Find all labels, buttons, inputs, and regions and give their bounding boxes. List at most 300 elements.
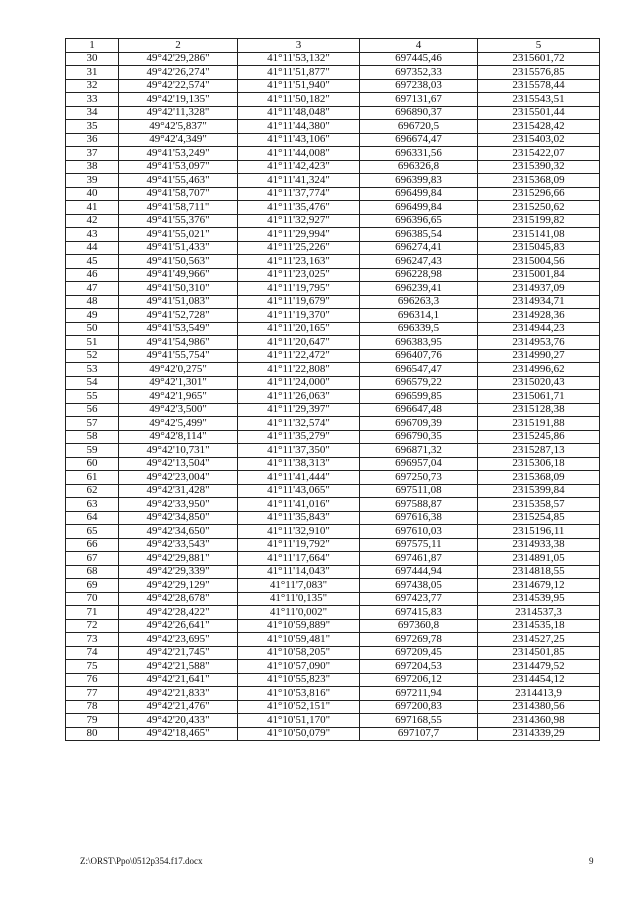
- table-cell: 696599,85: [360, 390, 478, 404]
- table-cell: 41°11'23,025": [238, 268, 360, 282]
- table-row: [66, 660, 600, 674]
- table-cell: 49°42'4,349": [119, 133, 238, 147]
- table-cell: 41°11'41,444": [238, 471, 360, 485]
- table-row: [66, 471, 600, 485]
- table-cell: 41°11'32,927": [238, 214, 360, 228]
- table-cell: 31: [66, 66, 119, 80]
- table-cell: 41°11'37,350": [238, 444, 360, 458]
- table-cell: 41°10'59,481": [238, 633, 360, 647]
- table-cell: 72: [66, 619, 119, 633]
- table-row: [66, 349, 600, 363]
- table-cell: 2314479,52: [478, 660, 600, 674]
- table-cell: 41°10'50,079": [238, 727, 360, 741]
- table-cell: 49°41'50,310": [119, 282, 238, 296]
- column-header-2: 2: [119, 39, 238, 53]
- table-cell: 2315403,02: [478, 133, 600, 147]
- table-cell: 49°42'34,650": [119, 525, 238, 539]
- table-cell: 49°42'19,135": [119, 93, 238, 107]
- table-row: [66, 457, 600, 471]
- table-cell: 2315428,42: [478, 120, 600, 134]
- table-cell: 37: [66, 147, 119, 161]
- table-cell: 41°11'51,940": [238, 79, 360, 93]
- table-cell: 697204,53: [360, 660, 478, 674]
- table-row: [66, 322, 600, 336]
- table-row: [66, 336, 600, 350]
- table-cell: 697238,03: [360, 79, 478, 93]
- table-cell: 697269,78: [360, 633, 478, 647]
- table-cell: 697352,33: [360, 66, 478, 80]
- table-cell: 48: [66, 295, 119, 309]
- table-cell: 696407,76: [360, 349, 478, 363]
- table-cell: 49°42'5,499": [119, 417, 238, 431]
- table-cell: 55: [66, 390, 119, 404]
- table-cell: 697444,94: [360, 565, 478, 579]
- table-cell: 49°41'58,711": [119, 201, 238, 215]
- table-cell: 41°10'52,151": [238, 700, 360, 714]
- table-cell: 49°42'1,301": [119, 376, 238, 390]
- table-cell: 2314944,23: [478, 322, 600, 336]
- table-cell: 696228,98: [360, 268, 478, 282]
- table-cell: 697610,03: [360, 525, 478, 539]
- table-cell: 696399,83: [360, 174, 478, 188]
- table-cell: 697200,83: [360, 700, 478, 714]
- table-cell: 697423,77: [360, 592, 478, 606]
- table-cell: 2314339,29: [478, 727, 600, 741]
- table-cell: 41°11'23,163": [238, 255, 360, 269]
- table-cell: 41°11'32,574": [238, 417, 360, 431]
- table-cell: 697209,45: [360, 646, 478, 660]
- table-cell: 36: [66, 133, 119, 147]
- table-cell: 41°11'44,380": [238, 120, 360, 134]
- table-cell: 50: [66, 322, 119, 336]
- table-cell: 47: [66, 282, 119, 296]
- table-row: [66, 714, 600, 728]
- table-row: [66, 592, 600, 606]
- table-row: [66, 633, 600, 647]
- table-cell: 49°42'31,428": [119, 484, 238, 498]
- table-cell: 41°11'35,843": [238, 511, 360, 525]
- table-cell: 49°42'28,678": [119, 592, 238, 606]
- table-cell: 696247,43: [360, 255, 478, 269]
- table-row: [66, 147, 600, 161]
- table-cell: 49°42'8,114": [119, 430, 238, 444]
- table-row: [66, 79, 600, 93]
- table-cell: 2315358,57: [478, 498, 600, 512]
- table-cell: 697461,87: [360, 552, 478, 566]
- table-cell: 696314,1: [360, 309, 478, 323]
- table-cell: 34: [66, 106, 119, 120]
- table-cell: 79: [66, 714, 119, 728]
- table-cell: 41°11'19,679": [238, 295, 360, 309]
- table-cell: 697250,73: [360, 471, 478, 485]
- table-cell: 49°42'29,129": [119, 579, 238, 593]
- table-cell: 78: [66, 700, 119, 714]
- table-cell: 45: [66, 255, 119, 269]
- table-row: [66, 376, 600, 390]
- table-cell: 41°11'19,792": [238, 538, 360, 552]
- table-cell: 52: [66, 349, 119, 363]
- table-cell: 41°10'55,823": [238, 673, 360, 687]
- table-cell: 61: [66, 471, 119, 485]
- table-cell: 76: [66, 673, 119, 687]
- table-cell: 38: [66, 160, 119, 174]
- table-row: [66, 66, 600, 80]
- table-cell: 58: [66, 430, 119, 444]
- table-row: [66, 309, 600, 323]
- table-cell: 49°42'28,422": [119, 606, 238, 620]
- table-cell: 41°11'29,994": [238, 228, 360, 242]
- table-cell: 71: [66, 606, 119, 620]
- table-row: [66, 187, 600, 201]
- table-row: [66, 619, 600, 633]
- table-cell: 49°41'55,463": [119, 174, 238, 188]
- table-cell: 49°42'5,837": [119, 120, 238, 134]
- table-cell: 49°41'55,376": [119, 214, 238, 228]
- table-cell: 44: [66, 241, 119, 255]
- table-cell: 41°11'14,043": [238, 565, 360, 579]
- table-cell: 2314535,18: [478, 619, 600, 633]
- table-cell: 41°11'41,016": [238, 498, 360, 512]
- table-cell: 697211,94: [360, 687, 478, 701]
- table-cell: 696274,41: [360, 241, 478, 255]
- table-cell: 49°41'55,021": [119, 228, 238, 242]
- table-cell: 696579,22: [360, 376, 478, 390]
- table-cell: 2314996,62: [478, 363, 600, 377]
- table-cell: 49°42'20,433": [119, 714, 238, 728]
- table-cell: 41°11'0,135": [238, 592, 360, 606]
- table-cell: 2315001,84: [478, 268, 600, 282]
- table-cell: 2315254,85: [478, 511, 600, 525]
- table-cell: 30: [66, 52, 119, 66]
- table-cell: 49°41'54,986": [119, 336, 238, 350]
- table-cell: 49°42'0,275": [119, 363, 238, 377]
- table-cell: 70: [66, 592, 119, 606]
- table-row: [66, 700, 600, 714]
- table-cell: 41°11'44,008": [238, 147, 360, 161]
- table-cell: 697588,87: [360, 498, 478, 512]
- table-cell: 41°11'25,226": [238, 241, 360, 255]
- table-cell: 2315045,83: [478, 241, 600, 255]
- table-cell: 41°11'7,083": [238, 579, 360, 593]
- table-cell: 696339,5: [360, 322, 478, 336]
- table-cell: 2314934,71: [478, 295, 600, 309]
- table-cell: 56: [66, 403, 119, 417]
- table-row: [66, 525, 600, 539]
- table-row: [66, 363, 600, 377]
- table-row: [66, 282, 600, 296]
- table-row: [66, 228, 600, 242]
- table-row: [66, 417, 600, 431]
- table-cell: 73: [66, 633, 119, 647]
- table-cell: 49°41'52,728": [119, 309, 238, 323]
- table-cell: 49°41'49,966": [119, 268, 238, 282]
- column-header-1: 1: [66, 39, 119, 53]
- table-cell: 49°42'10,731": [119, 444, 238, 458]
- table-cell: 63: [66, 498, 119, 512]
- table-cell: 2314527,25: [478, 633, 600, 647]
- table-cell: 66: [66, 538, 119, 552]
- table-row: [66, 687, 600, 701]
- table-row: [66, 484, 600, 498]
- table-cell: 41: [66, 201, 119, 215]
- table-cell: 41°11'51,877": [238, 66, 360, 80]
- table-row: [66, 579, 600, 593]
- table-cell: 40: [66, 187, 119, 201]
- table-cell: 2315287,13: [478, 444, 600, 458]
- table-cell: 41°11'24,000": [238, 376, 360, 390]
- table-cell: 2315196,11: [478, 525, 600, 539]
- table-cell: 2315543,51: [478, 93, 600, 107]
- table-cell: 49°42'26,641": [119, 619, 238, 633]
- table-cell: 54: [66, 376, 119, 390]
- table-cell: 2315390,32: [478, 160, 600, 174]
- table-row: [66, 646, 600, 660]
- table-cell: 41°10'51,170": [238, 714, 360, 728]
- table-cell: 41°11'43,106": [238, 133, 360, 147]
- table-row: [66, 295, 600, 309]
- table-cell: 696871,32: [360, 444, 478, 458]
- table-cell: 39: [66, 174, 119, 188]
- table-cell: 46: [66, 268, 119, 282]
- table-cell: 49°41'50,563": [119, 255, 238, 269]
- table-cell: 696263,3: [360, 295, 478, 309]
- table-cell: 2315020,43: [478, 376, 600, 390]
- table-body: [66, 52, 600, 741]
- table-cell: 2315399,84: [478, 484, 600, 498]
- table-cell: 41°11'41,324": [238, 174, 360, 188]
- table-cell: 41°10'59,889": [238, 619, 360, 633]
- table-cell: 41°11'22,808": [238, 363, 360, 377]
- table-cell: 49°42'29,881": [119, 552, 238, 566]
- table-cell: 49°42'21,476": [119, 700, 238, 714]
- table-cell: 2315501,44: [478, 106, 600, 120]
- table-cell: 697206,12: [360, 673, 478, 687]
- table-cell: 80: [66, 727, 119, 741]
- table-cell: 41°11'20,165": [238, 322, 360, 336]
- table-cell: 49°42'18,465": [119, 727, 238, 741]
- table-cell: 77: [66, 687, 119, 701]
- table-cell: 697131,67: [360, 93, 478, 107]
- table-cell: 32: [66, 79, 119, 93]
- table-cell: 49°42'11,328": [119, 106, 238, 120]
- table-cell: 49°42'23,695": [119, 633, 238, 647]
- table-cell: 49°42'34,850": [119, 511, 238, 525]
- table-cell: 2315368,09: [478, 174, 600, 188]
- table-cell: 2314360,98: [478, 714, 600, 728]
- table-cell: 49°42'21,745": [119, 646, 238, 660]
- table-cell: 697360,8: [360, 619, 478, 633]
- table-row: [66, 444, 600, 458]
- table-row: [66, 120, 600, 134]
- table-row: [66, 201, 600, 215]
- table-cell: 696890,37: [360, 106, 478, 120]
- table-cell: 697575,11: [360, 538, 478, 552]
- table-cell: 2314454,12: [478, 673, 600, 687]
- table-cell: 41°11'50,182": [238, 93, 360, 107]
- table-cell: 49°42'29,339": [119, 565, 238, 579]
- table-cell: 2315004,56: [478, 255, 600, 269]
- table-cell: 41°11'0,002": [238, 606, 360, 620]
- table-cell: 67: [66, 552, 119, 566]
- table-row: [66, 214, 600, 228]
- table-cell: 74: [66, 646, 119, 660]
- table-cell: 2314933,38: [478, 538, 600, 552]
- table-cell: 64: [66, 511, 119, 525]
- table-cell: 41°11'17,664": [238, 552, 360, 566]
- table-cell: 696709,39: [360, 417, 478, 431]
- table-cell: 41°11'53,132": [238, 52, 360, 66]
- table-cell: 696547,47: [360, 363, 478, 377]
- table-cell: 696383,95: [360, 336, 478, 350]
- table-row: [66, 673, 600, 687]
- table-cell: 2315578,44: [478, 79, 600, 93]
- table-cell: 696499,84: [360, 187, 478, 201]
- column-header-4: 4: [360, 39, 478, 53]
- table-row: [66, 565, 600, 579]
- table-cell: 696647,48: [360, 403, 478, 417]
- table-cell: 2315601,72: [478, 52, 600, 66]
- table-cell: 2314818,55: [478, 565, 600, 579]
- table-cell: 49°41'53,549": [119, 322, 238, 336]
- table-cell: 696790,35: [360, 430, 478, 444]
- table-cell: 41°11'19,795": [238, 282, 360, 296]
- table-cell: 49°42'33,950": [119, 498, 238, 512]
- table-cell: 41°11'35,279": [238, 430, 360, 444]
- table-row: [66, 106, 600, 120]
- table-cell: 49°42'23,004": [119, 471, 238, 485]
- table-cell: 41°11'42,423": [238, 160, 360, 174]
- table-cell: 49°42'13,504": [119, 457, 238, 471]
- table-cell: 49: [66, 309, 119, 323]
- table-cell: 60: [66, 457, 119, 471]
- table-cell: 41°11'19,370": [238, 309, 360, 323]
- table-cell: 41°10'57,090": [238, 660, 360, 674]
- table-cell: 59: [66, 444, 119, 458]
- table-cell: 69: [66, 579, 119, 593]
- table-cell: 49°41'51,083": [119, 295, 238, 309]
- table-cell: 49°42'26,274": [119, 66, 238, 80]
- table-row: [66, 538, 600, 552]
- table-cell: 696396,65: [360, 214, 478, 228]
- table-cell: 696385,54: [360, 228, 478, 242]
- table-cell: 75: [66, 660, 119, 674]
- table-cell: 2315191,88: [478, 417, 600, 431]
- table-cell: 2314537,3: [478, 606, 600, 620]
- page-number: 9: [589, 856, 594, 866]
- table-cell: 697445,46: [360, 52, 478, 66]
- table-cell: 2315141,08: [478, 228, 600, 242]
- column-header-3: 3: [238, 39, 360, 53]
- table-cell: 2315368,09: [478, 471, 600, 485]
- table-cell: 2315245,86: [478, 430, 600, 444]
- column-header-5: 5: [478, 39, 600, 53]
- table-cell: 41°11'48,048": [238, 106, 360, 120]
- table-cell: 49°42'21,641": [119, 673, 238, 687]
- table-cell: 41°11'29,397": [238, 403, 360, 417]
- table-cell: 2314679,12: [478, 579, 600, 593]
- table-cell: 2315576,85: [478, 66, 600, 80]
- table-cell: 2314891,05: [478, 552, 600, 566]
- table-cell: 49°41'51,433": [119, 241, 238, 255]
- table-cell: 2314928,36: [478, 309, 600, 323]
- table-cell: 49°42'21,588": [119, 660, 238, 674]
- table-cell: 697107,7: [360, 727, 478, 741]
- table-cell: 41°10'58,205": [238, 646, 360, 660]
- table-row: [66, 93, 600, 107]
- table-cell: 2315199,82: [478, 214, 600, 228]
- table-cell: 696720,5: [360, 120, 478, 134]
- footer-file-path: Z:\ORST\Ppo\0512p354.f17.docx: [80, 856, 203, 866]
- table-cell: 697616,38: [360, 511, 478, 525]
- table-cell: 2314937,09: [478, 282, 600, 296]
- table-header-row: [66, 39, 600, 53]
- table-cell: 2314953,76: [478, 336, 600, 350]
- table-cell: 49°42'29,286": [119, 52, 238, 66]
- table-cell: 41°11'26,063": [238, 390, 360, 404]
- table-cell: 49°42'3,500": [119, 403, 238, 417]
- table-cell: 2315250,62: [478, 201, 600, 215]
- table-cell: 696499,84: [360, 201, 478, 215]
- table-cell: 697438,05: [360, 579, 478, 593]
- table-cell: 697168,55: [360, 714, 478, 728]
- table-cell: 697415,83: [360, 606, 478, 620]
- table-cell: 41°11'43,065": [238, 484, 360, 498]
- table-cell: 2314380,56: [478, 700, 600, 714]
- table-row: [66, 174, 600, 188]
- table-cell: 2314539,95: [478, 592, 600, 606]
- table-cell: 2314990,27: [478, 349, 600, 363]
- table-cell: 2315306,18: [478, 457, 600, 471]
- table-cell: 41°11'37,774": [238, 187, 360, 201]
- table-cell: 49°41'58,707": [119, 187, 238, 201]
- table-cell: 49°42'22,574": [119, 79, 238, 93]
- table-cell: 57: [66, 417, 119, 431]
- table-cell: 43: [66, 228, 119, 242]
- table-row: [66, 160, 600, 174]
- table-row: [66, 403, 600, 417]
- table-row: [66, 498, 600, 512]
- table-cell: 41°11'35,476": [238, 201, 360, 215]
- table-row: [66, 606, 600, 620]
- table-row: [66, 268, 600, 282]
- table-cell: 696239,41: [360, 282, 478, 296]
- table-row: [66, 430, 600, 444]
- table-cell: 2315296,66: [478, 187, 600, 201]
- table-cell: 33: [66, 93, 119, 107]
- table-row: [66, 511, 600, 525]
- table-cell: 41°11'20,647": [238, 336, 360, 350]
- table-cell: 697511,08: [360, 484, 478, 498]
- table-cell: 2315422,07: [478, 147, 600, 161]
- table-cell: 51: [66, 336, 119, 350]
- table-cell: 53: [66, 363, 119, 377]
- table-cell: 2314413,9: [478, 687, 600, 701]
- table-cell: 41°11'32,910": [238, 525, 360, 539]
- table-cell: 68: [66, 565, 119, 579]
- table-cell: 41°11'38,313": [238, 457, 360, 471]
- table-cell: 696331,56: [360, 147, 478, 161]
- coordinates-table: [65, 38, 600, 741]
- table-cell: 696957,04: [360, 457, 478, 471]
- table-cell: 62: [66, 484, 119, 498]
- table-cell: 41°11'22,472": [238, 349, 360, 363]
- table-row: [66, 255, 600, 269]
- table-cell: 696326,8: [360, 160, 478, 174]
- table-cell: 2315128,38: [478, 403, 600, 417]
- table-row: [66, 727, 600, 741]
- table-cell: 49°41'53,249": [119, 147, 238, 161]
- table-cell: 2315061,71: [478, 390, 600, 404]
